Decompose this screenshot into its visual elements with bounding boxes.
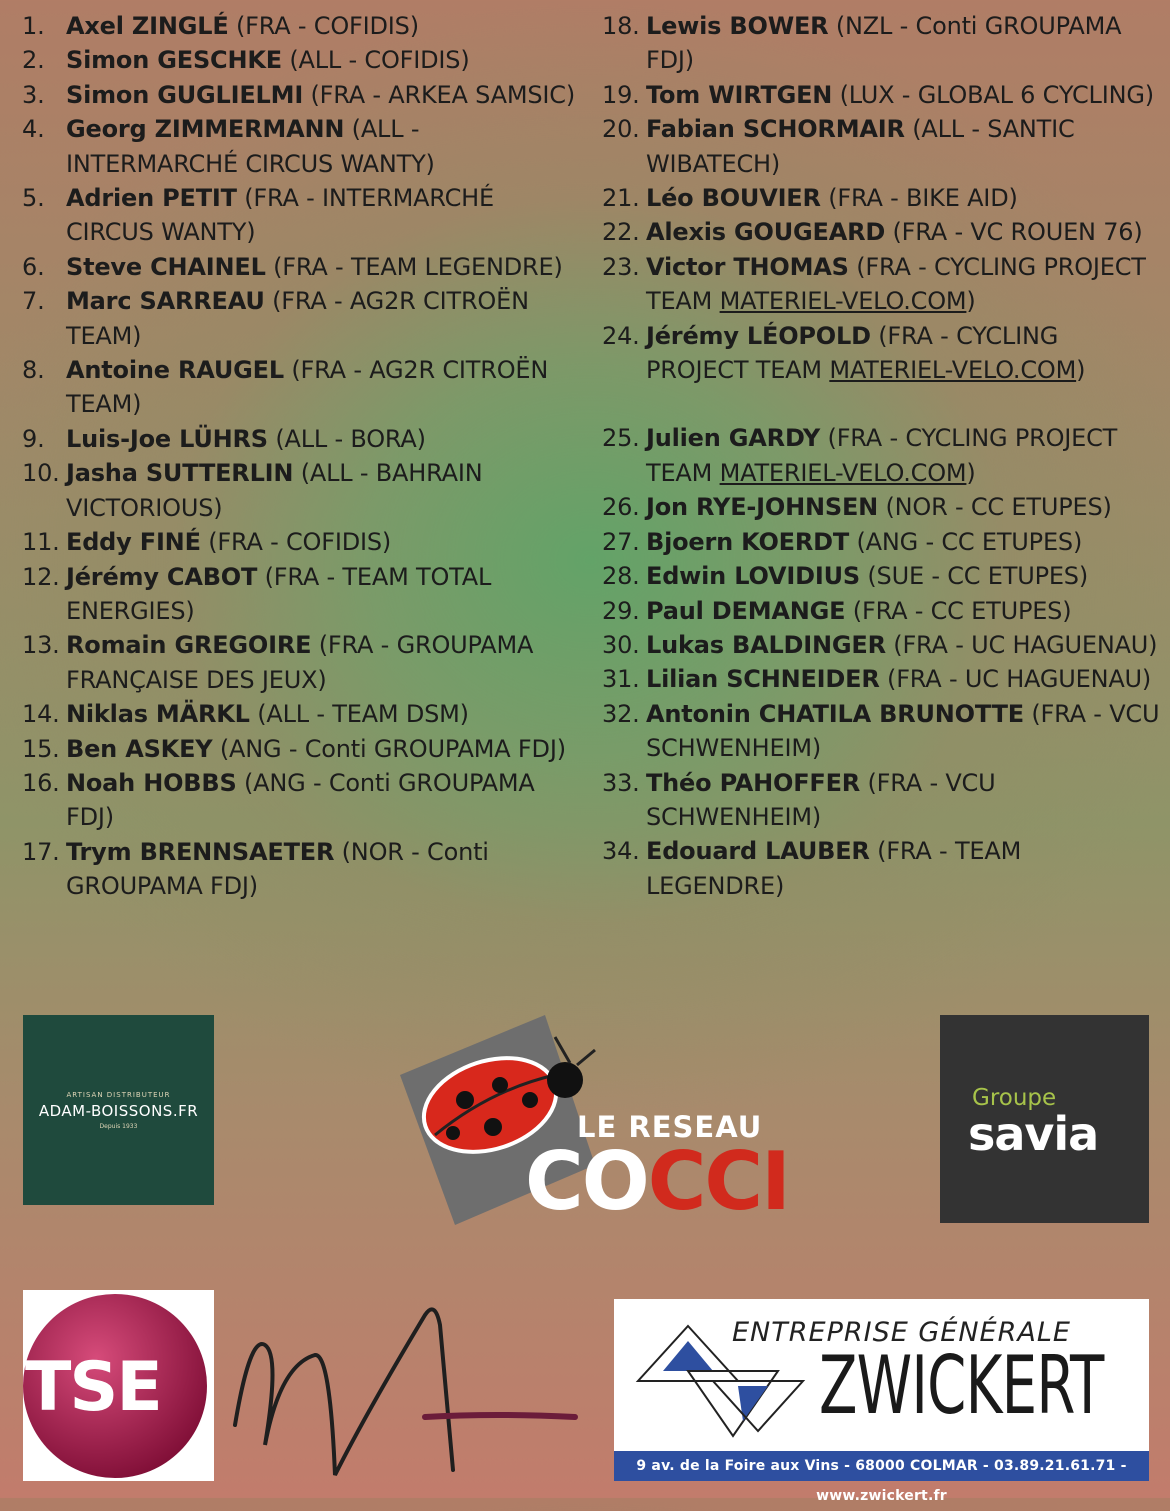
rider-name: Edouard LAUBER (646, 837, 870, 866)
adam-name: ADAM-BOISSONS.FR (38, 1101, 199, 1120)
rider-team: (NOR - Conti GROUPAMA FDJ) (66, 837, 489, 901)
rider-rank: 12. (22, 562, 60, 591)
rider-team: (LUX - GLOBAL 6 CYCLING) (832, 80, 1154, 109)
rider-rank: 1. (22, 12, 45, 40)
rider-rank: 7. (22, 287, 45, 316)
rider-team: (FRA - CYCLING PROJECT TEAM (646, 424, 1118, 487)
zwickert-name: ZWICKERT (819, 1339, 1104, 1432)
rider-team: (FRA - CC ETUPES) (845, 596, 1072, 625)
rider-rank: 16. (22, 768, 60, 797)
zwickert-logo (614, 1299, 1149, 1504)
rider-team-tail: ) (966, 458, 976, 487)
rider-name: Fabian SCHORMAIR (646, 115, 905, 144)
rider-team: (ALL - COFIDIS) (281, 46, 470, 75)
rider-entry (602, 834, 1162, 903)
rider-entry (22, 560, 582, 629)
rider-team: (ANG - CC ETUPES) (849, 527, 1083, 556)
rider-rank: 9. (22, 424, 45, 453)
rider-team: (FRA - VCU SCHWENHEIM) (646, 768, 996, 831)
rider-team: (ALL - TEAM DSM) (249, 700, 469, 729)
rider-name: Jérémy LÉOPOLD (646, 321, 871, 350)
rider-name: Alexis GOUGEARD (646, 218, 886, 247)
rider-rank: 21. (602, 184, 640, 213)
riders-list-left (22, 9, 582, 904)
rider-team: (FRA - CYCLING PROJECT TEAM (646, 321, 1059, 385)
rider-entry (22, 353, 582, 422)
rider-team: (FRA - COFIDIS) (200, 528, 392, 557)
rider-team: (ALL - INTERMARCHÉ CIRCUS WANTY) (66, 115, 435, 178)
rider-entry (22, 766, 582, 835)
rider-entry (602, 215, 1162, 249)
rider-team: (FRA - TEAM LEGENDRE) (646, 837, 1022, 900)
rider-rank: 29. (602, 596, 640, 625)
rider-name: Jérémy CABOT (66, 562, 258, 591)
rider-name: Théo PAHOFFER (646, 768, 861, 797)
adam-since: Depuis 1933 (99, 1122, 138, 1130)
rider-entry (22, 284, 582, 353)
rider-name: Georg ZIMMERMANN (66, 115, 345, 144)
rider-name: Trym BRENNSAETER (66, 837, 335, 866)
rider-rank: 27. (602, 527, 640, 556)
rider-name: Noah HOBBS (66, 768, 237, 797)
rider-name: Luis-Joe LÜHRS (66, 424, 268, 453)
savia-name: savia (968, 1107, 1099, 1161)
rider-rank: 30. (602, 630, 640, 659)
rider-name: Lewis BOWER (646, 12, 829, 40)
signature-mark (225, 1295, 580, 1485)
rider-team: (FRA - COFIDIS) (228, 12, 419, 40)
rider-rank: 10. (22, 459, 60, 488)
rider-team-tail: ) (966, 287, 976, 316)
rider-name: Adrien PETIT (66, 184, 237, 213)
rider-rank: 17. (22, 837, 60, 866)
rider-entry (22, 732, 582, 766)
zwickert-subtitle: ENTREPRISE GÉNÉRALE (732, 1317, 1071, 1348)
rider-rank: 3. (22, 80, 45, 109)
cocci-logo (395, 1015, 789, 1230)
rider-entry (602, 112, 1162, 181)
rider-name: Léo BOUVIER (646, 184, 821, 213)
rider-name: Lukas BALDINGER (646, 630, 886, 659)
rider-name: Antonin CHATILA BRUNOTTE (646, 699, 1024, 728)
team-link[interactable]: MATERIEL-VELO.COM (719, 458, 967, 487)
rider-team: (FRA - UC HAGUENAU) (885, 630, 1158, 659)
rider-entry (602, 319, 1162, 388)
rider-entry (602, 9, 1162, 78)
rider-rank: 14. (22, 700, 60, 729)
rider-rank: 4. (22, 115, 45, 144)
rider-name: Ben ASKEY (66, 734, 213, 763)
rider-rank: 23. (602, 252, 640, 281)
rider-entry (22, 43, 582, 77)
adam-tagline: ARTISAN DISTRIBUTEUR (66, 1090, 171, 1099)
tse-logo (23, 1290, 214, 1481)
rider-name: Paul DEMANGE (646, 596, 846, 625)
rider-team: (ALL - BAHRAIN VICTORIOUS) (66, 459, 483, 522)
rider-entry (22, 525, 582, 559)
rider-rank: 25. (602, 424, 640, 453)
rider-rank: 32. (602, 699, 640, 728)
rider-team: (FRA - VC ROUEN 76) (885, 218, 1143, 247)
rider-entry (22, 697, 582, 731)
signature-icon (225, 1295, 580, 1485)
rider-name: Tom WIRTGEN (646, 80, 833, 109)
rider-name: Bjoern KOERDT (646, 527, 850, 556)
rider-entry (602, 181, 1162, 215)
tse-text: TSE (25, 1348, 161, 1427)
rider-name: Romain GREGOIRE (66, 631, 312, 660)
rider-name: Simon GUGLIELMI (66, 80, 304, 109)
rider-entry (22, 181, 582, 250)
rider-name: Steve CHAINEL (66, 252, 266, 281)
rider-name: Edwin LOVIDIUS (646, 562, 860, 591)
riders-list-right (602, 9, 1162, 903)
cocci-line1: LE RESEAU (577, 1110, 763, 1144)
rider-rank: 20. (602, 115, 640, 144)
rider-team: (FRA - AG2R CITROËN TEAM) (66, 287, 529, 350)
cocci-line2: COCCI (525, 1135, 789, 1228)
rider-name: Simon GESCHKE (66, 46, 282, 75)
rider-team: (ANG - Conti GROUPAMA FDJ) (66, 768, 535, 832)
rider-team: (FRA - CYCLING PROJECT TEAM (646, 252, 1146, 316)
list-spacer (602, 387, 1162, 421)
rider-entry (22, 78, 582, 112)
rider-entry (22, 112, 582, 181)
rider-rank: 5. (22, 184, 45, 213)
rider-entry (22, 9, 582, 43)
rider-name: Eddy FINÉ (66, 528, 201, 557)
rider-entry (602, 662, 1162, 696)
rider-team: (NOR - CC ETUPES) (878, 493, 1112, 522)
rider-rank: 26. (602, 493, 640, 522)
rider-team: (FRA - AG2R CITROËN TEAM) (66, 356, 549, 419)
savia-groupe: Groupe (972, 1085, 1057, 1111)
rider-rank: 31. (602, 665, 640, 694)
rider-team: (FRA - BIKE AID) (820, 184, 1018, 213)
rider-name: Axel ZINGLÉ (66, 12, 229, 40)
rider-team: (NZL - Conti GROUPAMA FDJ) (646, 12, 1122, 75)
rider-team: (FRA - GROUPAMA FRANÇAISE DES JEUX) (66, 631, 534, 694)
rider-team: (ALL - BORA) (267, 424, 426, 453)
rider-name: Lilian SCHNEIDER (646, 665, 880, 694)
rider-entry (22, 456, 582, 525)
team-link[interactable]: MATERIEL-VELO.COM (829, 356, 1077, 385)
rider-entry (602, 490, 1162, 524)
rider-team: (ALL - SANTIC WIBATECH) (646, 115, 1075, 178)
rider-rank: 28. (602, 562, 640, 591)
rider-team: (FRA - INTERMARCHÉ CIRCUS WANTY) (66, 184, 494, 247)
rider-name: Niklas MÄRKL (66, 700, 250, 729)
rider-rank: 19. (602, 80, 640, 109)
rider-name: Victor THOMAS (646, 252, 849, 281)
rider-entry (602, 559, 1162, 593)
team-link[interactable]: MATERIEL-VELO.COM (719, 287, 967, 316)
rider-name: Antoine RAUGEL (66, 356, 284, 385)
rider-entry (602, 594, 1162, 628)
rider-rank: 33. (602, 768, 640, 797)
rider-entry (22, 250, 582, 284)
rider-entry (602, 421, 1162, 490)
rider-entry (22, 628, 582, 697)
rider-entry (602, 250, 1162, 319)
zwickert-address: 9 av. de la Foire aux Vins - 68000 COLMAR - 03.89.21.61.71 - www.zwickert.fr (614, 1451, 1149, 1481)
rider-team-tail: ) (1076, 356, 1086, 385)
adam-boissons-logo (23, 1015, 214, 1205)
rider-name: Jon RYE-JOHNSEN (646, 493, 879, 522)
rider-team: (FRA - VCU SCHWENHEIM) (646, 699, 1160, 763)
rider-entry (22, 835, 582, 904)
rider-entry (22, 422, 582, 456)
rider-rank: 11. (22, 528, 60, 557)
rider-name: Marc SARREAU (66, 287, 265, 316)
rider-team: (FRA - TEAM LEGENDRE) (265, 252, 563, 281)
rider-team: (FRA - ARKEA SAMSIC) (303, 80, 575, 109)
rider-rank: 13. (22, 631, 60, 660)
rider-name: Julien GARDY (646, 424, 821, 453)
rider-team: (ANG - Conti GROUPAMA FDJ) (212, 734, 566, 763)
rider-rank: 22. (602, 218, 640, 247)
rider-name: Jasha SUTTERLIN (66, 459, 294, 488)
rider-entry (602, 525, 1162, 559)
savia-logo (940, 1015, 1149, 1223)
rider-rank: 15. (22, 734, 60, 763)
rider-rank: 8. (22, 356, 45, 385)
rider-team: (FRA - UC HAGUENAU) (879, 665, 1152, 694)
rider-rank: 2. (22, 46, 45, 75)
rider-team: (FRA - TEAM TOTAL ENERGIES) (66, 562, 492, 625)
rider-entry (602, 766, 1162, 835)
rider-entry (602, 78, 1162, 112)
rider-rank: 24. (602, 321, 640, 350)
rider-rank: 18. (602, 12, 640, 40)
rider-rank: 34. (602, 837, 640, 866)
rider-rank: 6. (22, 252, 45, 281)
rider-entry (602, 697, 1162, 766)
rider-entry (602, 628, 1162, 662)
rider-team: (SUE - CC ETUPES) (859, 562, 1088, 591)
